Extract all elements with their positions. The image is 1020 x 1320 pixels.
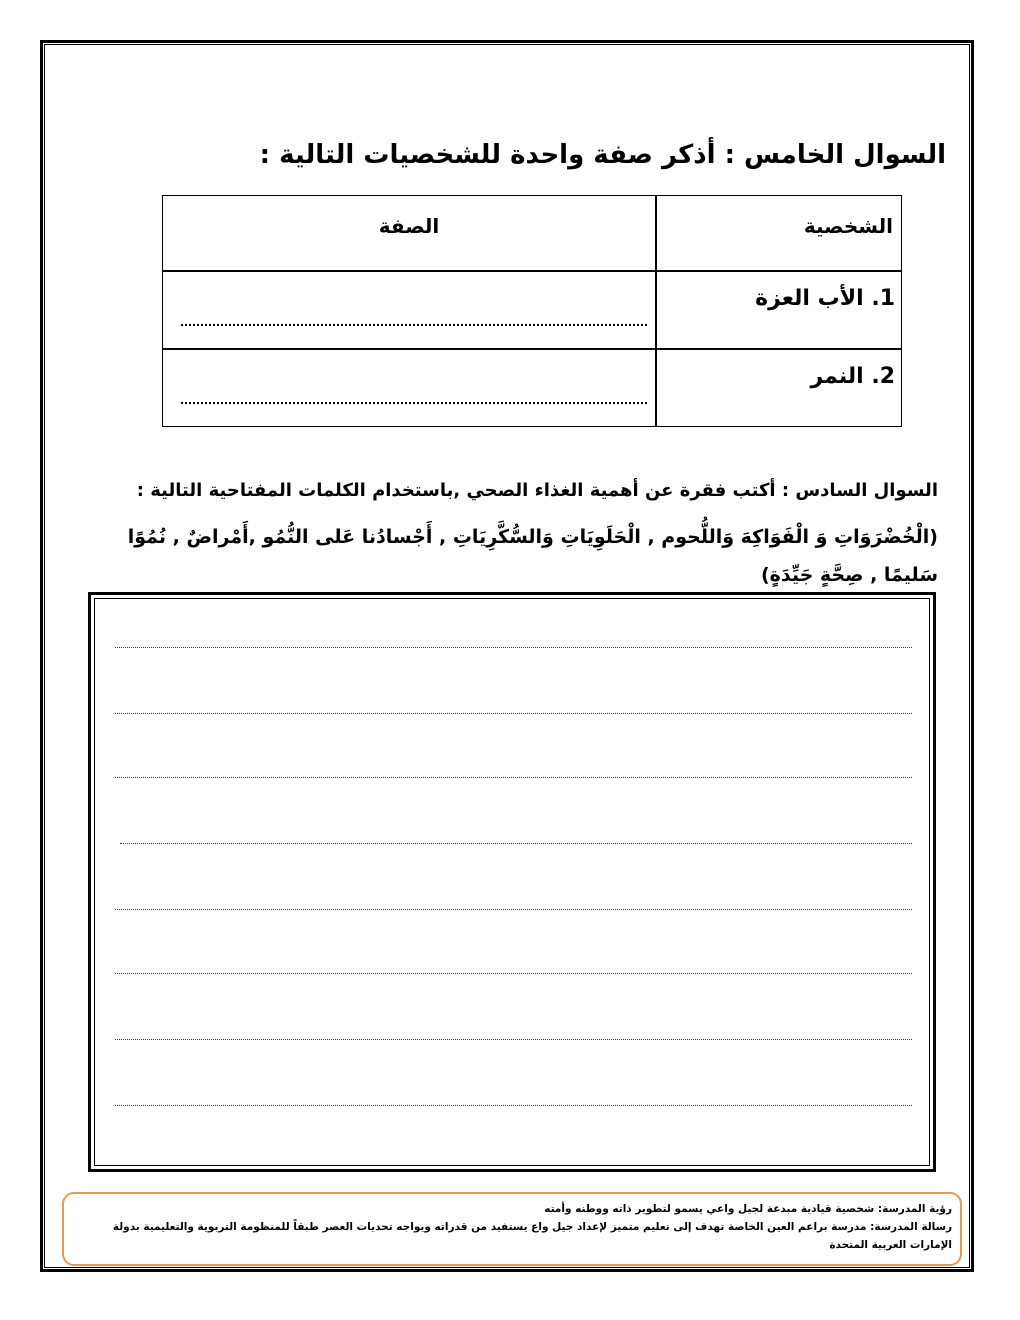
question5-title: السوال الخامس : أذكر صفة واحدة للشخصيات التالية : xyxy=(259,140,946,170)
writing-line[interactable] xyxy=(115,713,912,714)
school-mission-cont: الإمارات العربية المتحدة xyxy=(829,1239,952,1251)
table-divider xyxy=(163,270,901,272)
table-column-divider xyxy=(655,196,657,426)
school-vision-box xyxy=(62,1192,962,1266)
keywords-list: (الْخُضْرَوَاتِ وَ الْفَوَاكِهَ وَاللُّحوم , الْحَلَوِيَاتِ وَالسُّكَّرِيَاتِ , أَجْسادُنا عَلى النُّمُو ,أَمْراضٌ , نُمُوًا سَليمًا , صِحَّةٍ جَيِّدَةٍ) xyxy=(127,526,938,586)
writing-line[interactable] xyxy=(115,1039,912,1040)
writing-line[interactable] xyxy=(120,843,912,844)
school-mission: رسالة المدرسة: مدرسة براعم العين الخاصة تهدف إلى تعليم متميز لإعداد جيل واع يستفيد من قدراته ويواجه تحديات العصر طبقاً للمنظومة التربوية والتعليمية بدولة xyxy=(112,1221,952,1233)
writing-box-inner xyxy=(94,598,930,1166)
characters-table xyxy=(162,195,902,427)
answer-line-tiger[interactable] xyxy=(181,402,647,404)
answer-line-father[interactable] xyxy=(181,324,647,326)
writing-line[interactable] xyxy=(115,1105,912,1106)
writing-line[interactable] xyxy=(115,647,912,648)
header-trait: الصفة xyxy=(378,214,440,238)
writing-line[interactable] xyxy=(115,909,912,910)
header-person: الشخصية xyxy=(803,214,893,238)
question6-title: السوال السادس : أكتب فقرة عن أهمية الغذاء الصحي ,باستخدام الكلمات المفتاحية التالية : xyxy=(136,480,938,501)
school-vision: رؤية المدرسة: شخصية قيادية مبدعة لجيل واعي يسمو لتطوير ذاته ووطنه وأمته xyxy=(544,1203,952,1215)
writing-line[interactable] xyxy=(115,973,912,974)
table-divider xyxy=(163,348,901,350)
row-label-father: 1. الأب العزة xyxy=(755,286,895,311)
writing-line[interactable] xyxy=(115,777,912,778)
row-label-tiger: 2. النمر xyxy=(810,364,895,389)
